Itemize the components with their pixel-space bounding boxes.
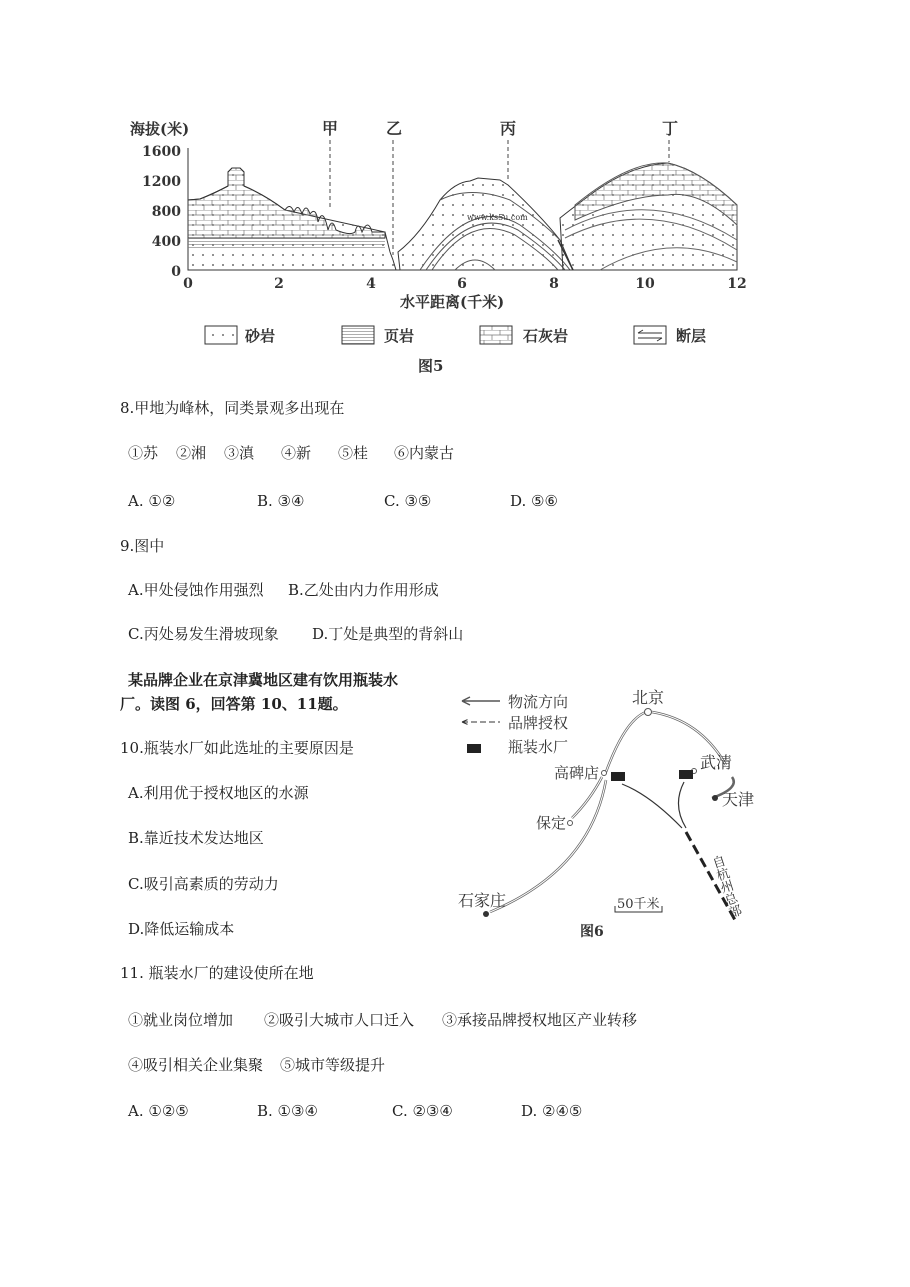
x-tick: 8	[549, 276, 559, 292]
q10-stem: 10.瓶装水厂如此选址的主要原因是	[120, 739, 354, 757]
q8-item: ⑥内蒙古	[394, 444, 455, 462]
logistics-arrow-icon	[462, 697, 500, 705]
legend-limestone-swatch	[480, 326, 512, 344]
city-shijiazhuang: 石家庄	[458, 891, 507, 910]
q9-option-c[interactable]: C.丙处易发生滑坡现象	[128, 625, 279, 643]
q8-option-d[interactable]: D. ⑤⑥	[510, 492, 558, 510]
y-tick: 800	[151, 204, 181, 220]
q11-item: ②吸引大城市人口迁入	[264, 1011, 415, 1029]
factory-wuqing	[679, 770, 693, 779]
site-label-bing: 丙	[500, 119, 517, 138]
legend-sandstone-swatch	[205, 326, 237, 344]
y-tick: 1600	[142, 144, 181, 160]
x-tick: 2	[274, 276, 284, 292]
legend-fault: 断层	[676, 327, 707, 345]
q8-item: ①苏	[128, 444, 159, 462]
factory-gaobeidian	[611, 772, 625, 781]
q10-option-c[interactable]: C.吸引高素质的劳动力	[128, 875, 279, 893]
x-tick: 6	[457, 276, 467, 292]
y-tick: 0	[171, 264, 181, 280]
y-tick: 400	[151, 234, 181, 250]
city-baoding: 保定	[536, 814, 567, 832]
x-axis-label: 水平距离(千米)	[400, 293, 505, 311]
q8-option-c[interactable]: C. ③⑤	[384, 492, 432, 510]
city-wuqing: 武清	[700, 753, 733, 772]
legend-sandstone: 砂岩	[245, 327, 276, 345]
city-beijing: 北京	[632, 688, 665, 707]
q9-option-a[interactable]: A.甲处侵蚀作用强烈	[128, 581, 264, 599]
brand-license-arrow-icon	[462, 719, 500, 725]
q10-option-d[interactable]: D.降低运输成本	[128, 920, 235, 938]
figure-5-geologic-profile	[0, 0, 910, 380]
q8-option-a[interactable]: A. ①②	[128, 492, 176, 510]
q9-option-b[interactable]: B.乙处由内力作用形成	[288, 581, 439, 599]
intro-line-2: 厂。读图 6，回答第 10、11题。	[120, 695, 348, 713]
source-label: 自杭州总部	[707, 853, 743, 921]
legend-shale: 页岩	[384, 327, 415, 345]
legend-brand-license: 品牌授权	[508, 714, 569, 732]
legend-shale-swatch	[342, 326, 374, 344]
watermark: www.ks5u.com	[467, 213, 528, 222]
intro-line-1: 某品牌企业在京津冀地区建有饮用瓶装水	[128, 671, 399, 689]
x-tick: 0	[183, 276, 193, 292]
site-label-jia: 甲	[322, 119, 339, 138]
q11-item: ⑤城市等级提升	[280, 1056, 386, 1074]
x-tick: 10	[635, 276, 655, 292]
legend-fault-swatch	[634, 326, 666, 344]
q9-option-d[interactable]: D.丁处是典型的背斜山	[312, 625, 464, 643]
q11-option-a[interactable]: A. ①②⑤	[128, 1102, 189, 1120]
q11-option-b[interactable]: B. ①③④	[257, 1102, 318, 1120]
legend-limestone: 石灰岩	[523, 327, 569, 345]
factory-icon	[467, 744, 481, 753]
legend-factory: 瓶装水厂	[508, 738, 569, 756]
x-tick: 12	[727, 276, 747, 292]
legend-logistics: 物流方向	[508, 693, 569, 711]
q11-item: ①就业岗位增加	[128, 1011, 234, 1029]
q11-stem: 11. 瓶装水厂的建设使所在地	[120, 964, 314, 982]
q11-item: ④吸引相关企业集聚	[128, 1056, 264, 1074]
q10-option-b[interactable]: B.靠近技术发达地区	[128, 829, 264, 847]
q11-item: ③承接品牌授权地区产业转移	[442, 1011, 638, 1029]
city-gaobeidian: 高碑店	[554, 764, 600, 782]
q10-option-a[interactable]: A.利用优于授权地区的水源	[128, 784, 309, 802]
figure-6-caption: 图6	[580, 924, 604, 940]
scale-label: 50千米	[617, 897, 660, 912]
q8-option-b[interactable]: B. ③④	[257, 492, 305, 510]
q8-item: ⑤桂	[338, 444, 369, 462]
y-tick: 1200	[142, 174, 181, 190]
city-tianjin: 天津	[722, 790, 755, 809]
q9-stem: 9.图中	[120, 537, 165, 555]
site-label-ding: 丁	[662, 119, 679, 138]
q8-item: ④新	[281, 444, 312, 462]
site-label-yi: 乙	[386, 119, 403, 138]
x-tick: 4	[366, 276, 376, 292]
q11-option-d[interactable]: D. ②④⑤	[521, 1102, 583, 1120]
q8-stem: 8.甲地为峰林，同类景观多出现在	[120, 399, 345, 417]
q8-item: ②湘	[176, 444, 207, 462]
figure-5-caption: 图5	[418, 357, 444, 375]
y-axis-label: 海拔(米)	[130, 120, 190, 138]
q11-option-c[interactable]: C. ②③④	[392, 1102, 453, 1120]
q8-item: ③滇	[224, 444, 255, 462]
figure-6-map	[450, 680, 770, 945]
